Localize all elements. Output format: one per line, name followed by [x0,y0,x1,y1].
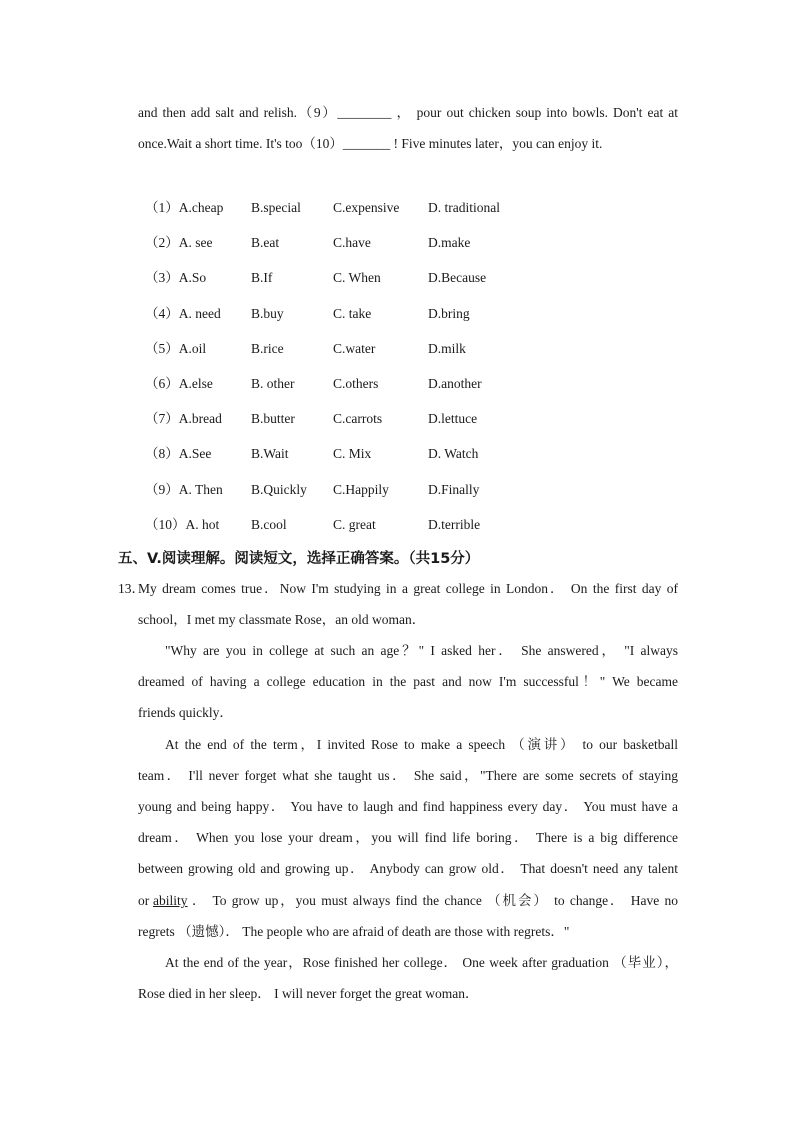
option-d: D.lettuce [428,411,478,427]
passage-line-or: or [138,893,150,908]
option-a: （8）A.See [145,446,212,462]
option-a: （2）A. see [145,235,213,251]
section-title: 五、V.阅读理解。阅读短文，选择正确答案。（共15分） [118,551,480,567]
option-d: D.terrible [428,516,481,532]
option-d: D.bring [428,305,470,321]
option-b: B.rice [251,340,284,356]
option-a: （9）A. Then [145,481,223,497]
option-a: （5）A.oil [145,340,207,356]
question-number: 13． [118,581,145,596]
option-d: D.Because [428,270,487,286]
option-b: B.Wait [251,446,289,462]
cloze-line-1: and then add salt and relish.（9）________ ， pour out chicken soup into bowls. Don't eat at [138,105,678,120]
option-d: D. traditional [428,200,500,215]
option-b: B.buy [251,305,284,321]
option-b: B.cool [251,516,287,532]
passage-line: young and being happy． You have to laugh and find happiness every day． You must have a [138,799,678,814]
option-a: （10）A. hot [145,516,220,532]
option-a: （1）A.cheap [145,200,224,215]
passage-line: ． To grow up，you must always find the chance （机会） to change． Have no [192,893,678,908]
option-d: D.make [428,235,471,251]
option-b: B.eat [251,235,280,251]
option-c: C.Happily [333,481,389,497]
option-d: D.another [428,376,482,391]
option-b: B.butter [251,411,295,427]
passage-line: school，I met my classmate Rose，an old woman． [138,612,426,627]
option-b: B. other [251,376,295,391]
option-b: B.Quickly [251,481,307,497]
option-c: C.water [333,340,376,356]
option-a: （7）A.bread [145,411,222,427]
passage-line: At the end of the year，Rose finished her college． One week after graduation （毕业）， [165,955,678,970]
underlined-word: ability [153,893,188,908]
passage-line: At the end of the term，I invited Rose to make a speech （演讲） to our basketball [165,737,678,752]
passage-line: between growing old and growing up． Anybody can grow old． That doesn't need any talent [138,861,678,876]
option-a: （4）A. need [145,305,221,321]
option-c: C. great [333,516,376,532]
option-d: D. Watch [428,446,479,462]
option-c: C.others [333,376,379,391]
passage-line: Rose died in her sleep． I will never forget the great woman． [138,986,479,1001]
passage-line: friends quickly． [138,705,233,720]
passage-line: regrets （遗憾）． The people who are afraid of death are those with regrets．" [138,924,570,939]
option-b: B.special [251,200,301,215]
passage-line: dream． When you lose your dream，you will find life boring． There is a big difference [138,830,678,845]
option-c: C. take [333,305,372,321]
option-c: C.carrots [333,411,383,427]
passage-line: dreamed of having a college education in the past and now I'm successful！" We became [138,674,678,689]
passage-line: team． I'll never forget what she taught us． She said，"There are some secrets of staying [138,768,678,783]
option-c: C. When [333,270,381,286]
option-d: D.milk [428,340,466,356]
passage-line: My dream comes true．Now I'm studying in a great college in London． On the first day of [138,581,678,596]
passage-line: "Why are you in college at such an age？" I asked her． She answered， "I always [165,643,678,658]
option-b: B.If [251,270,273,286]
cloze-line-2: once.Wait a short time. It's too（10）_______ ! Five minutes later，you can enjoy it. [138,136,603,151]
option-d: D.Finally [428,481,480,497]
option-c: C.have [333,235,371,251]
option-c: C.expensive [333,200,400,215]
option-a: （3）A.So [145,270,207,286]
option-a: （6）A.else [145,376,213,391]
option-c: C. Mix [333,446,372,462]
